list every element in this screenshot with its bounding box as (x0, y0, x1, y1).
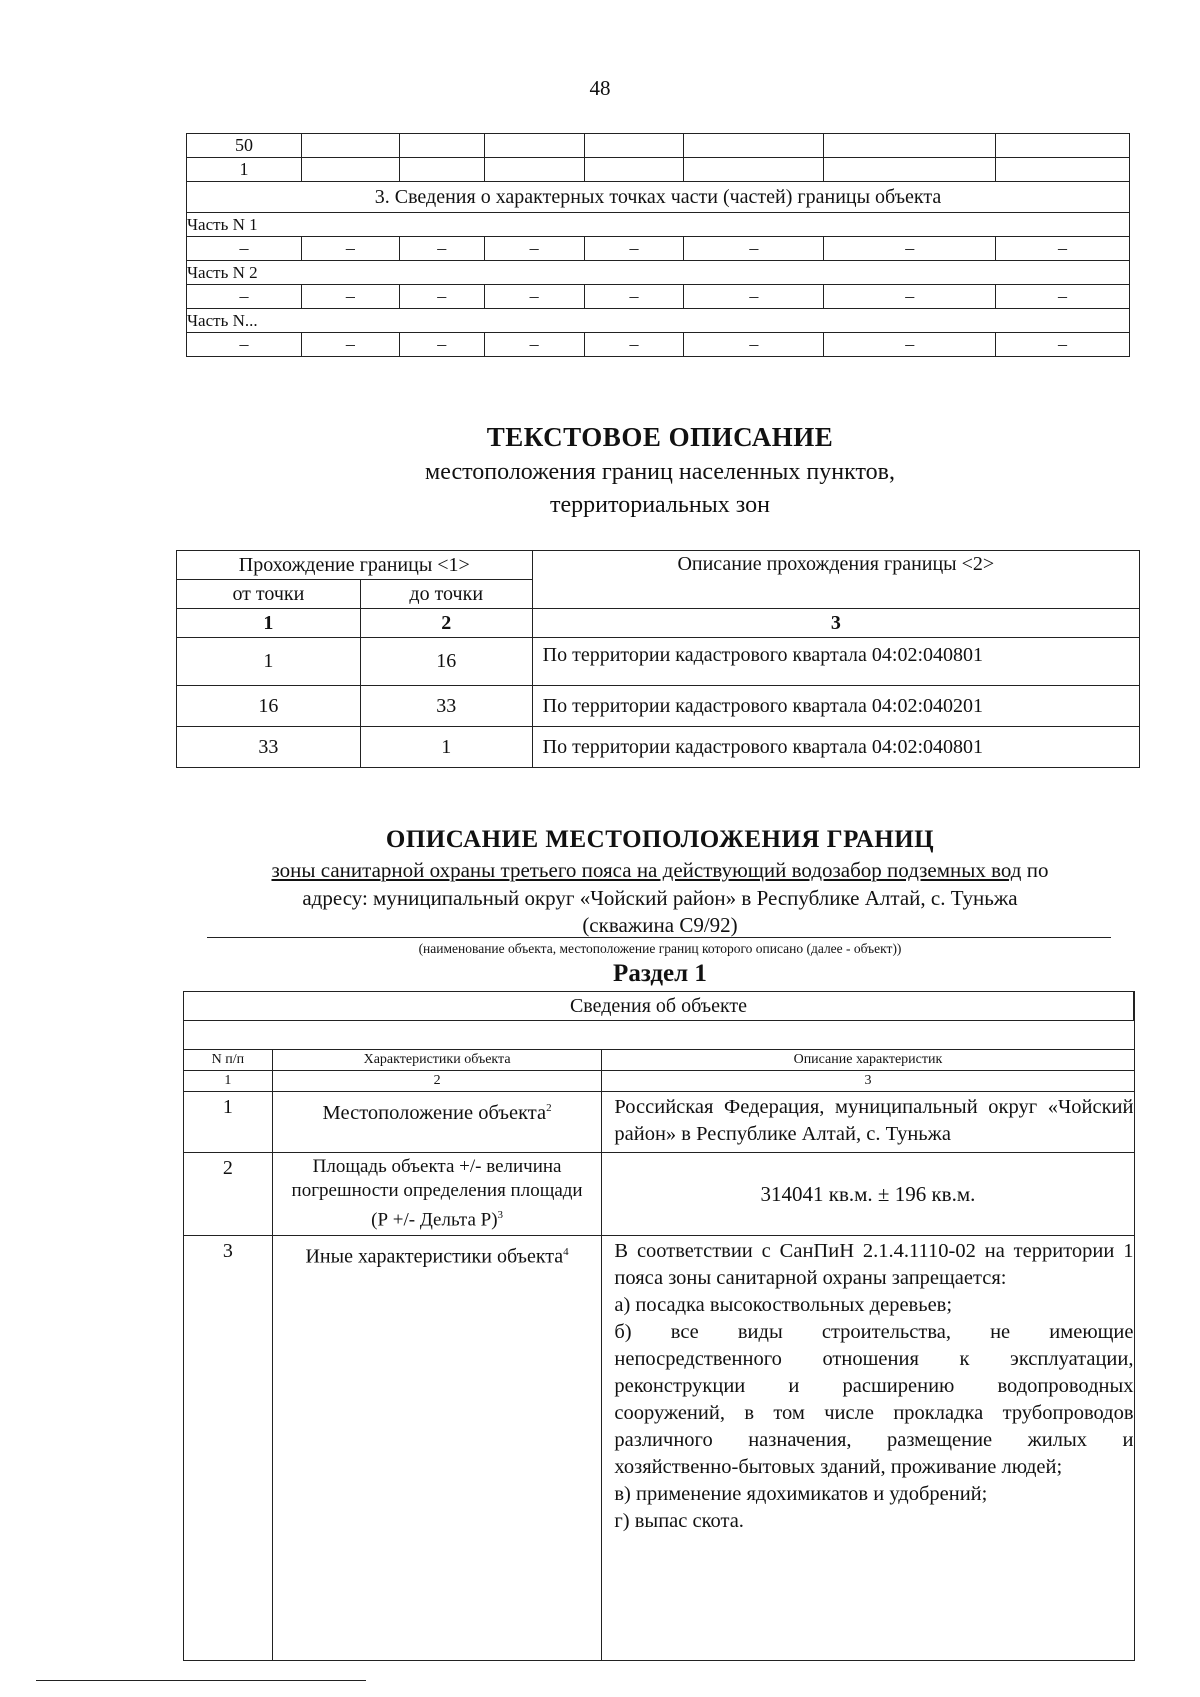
dash-cell: – (684, 333, 824, 357)
dash-cell: – (584, 237, 684, 261)
divider (207, 937, 1111, 938)
characteristic (272, 1092, 602, 1153)
boundary-passage-table (176, 550, 1140, 768)
object-info-table (183, 991, 1135, 1661)
table-row (184, 1153, 1135, 1236)
table-row (177, 686, 1140, 727)
row-number: 3 (184, 1236, 273, 1661)
dash-cell: – (684, 237, 824, 261)
object-caption: (наименование объекта, местоположение границ которого описано (далее - объект)) (418, 941, 902, 956)
dash-cell: – (996, 237, 1130, 261)
passage-description: По территории кадастрового квартала 04:02:040801 (532, 727, 1139, 768)
dash-cell: – (187, 237, 302, 261)
text-description-title: ТЕКСТОВОЕ ОПИСАНИЕ (486, 422, 834, 452)
footnote-mark: 2 (546, 1102, 552, 1114)
dash-cell: – (187, 333, 302, 357)
characteristic (272, 1236, 602, 1661)
zone-name: зоны санитарной охраны третьего пояса на действующий водозабор подземных вод (271, 858, 1022, 882)
object-info-title: Сведения об объекте (184, 992, 1135, 1021)
section3-title: 3. Сведения о характерных точках части (частей) границы объекта (187, 182, 1130, 213)
characteristic-text: Иные характеристики объекта (305, 1245, 564, 1268)
text-description-subtitle-1: местоположения границ населенных пунктов, (425, 459, 895, 485)
restrictions-text (602, 1236, 1134, 1661)
dash-cell: – (996, 285, 1130, 309)
table-row (187, 285, 1130, 309)
dash-cell: – (584, 285, 684, 309)
footnote-mark: 4 (563, 1246, 569, 1258)
dash-cell: – (484, 285, 584, 309)
row-number: 1 (184, 1092, 273, 1153)
col-number: 1 (184, 1071, 273, 1092)
row-number: 2 (184, 1153, 273, 1236)
table-row (184, 1092, 1135, 1153)
table-cell: 50 (187, 134, 302, 158)
to-point: 16 (360, 638, 532, 686)
restriction-item: б) все виды строительства, не имеющие непосредственного отношения к эксплуатации, реконструкции и расширению водопроводных сооружений, в том числе прокладка трубопроводов различного назначения, размещение жилых и хозяйственно-бытовых зданий, проживание людей; (614, 1321, 1134, 1478)
part-label: Часть N 2 (187, 261, 1130, 285)
table-row (184, 1236, 1135, 1661)
page-number: 48 (589, 76, 611, 100)
table-row (184, 1071, 1135, 1092)
table-row (187, 213, 1130, 237)
table-row (187, 237, 1130, 261)
restriction-intro: В соответствии с СанПиН 2.1.4.1110-02 на территории 1 пояса зоны санитарной охраны запрещается: (614, 1240, 1134, 1289)
dash-cell: – (301, 237, 399, 261)
dash-cell: – (584, 333, 684, 357)
to-point: 33 (360, 686, 532, 727)
footnote-mark: 3 (497, 1209, 504, 1221)
zone-line-1-rest: по (1021, 858, 1049, 882)
footnote-divider (36, 1680, 366, 1681)
characteristic-text: Местоположение объекта (322, 1101, 547, 1124)
table-cell: 1 (187, 158, 302, 182)
col-number: 1 (177, 609, 361, 638)
table-row (187, 158, 1130, 182)
head-passage: Прохождение границы <1> (177, 551, 533, 580)
col-number: 3 (602, 1071, 1134, 1092)
dash-cell: – (824, 333, 996, 357)
head-to: до точки (360, 580, 532, 609)
table-row (187, 182, 1130, 213)
boundary-title: ОПИСАНИЕ МЕСТОПОЛОЖЕНИЯ ГРАНИЦ (385, 826, 935, 853)
col-number: 2 (272, 1071, 602, 1092)
passage-description: По территории кадастрового квартала 04:02:040801 (532, 638, 1139, 686)
table-row (187, 261, 1130, 285)
head-num: N п/п (184, 1050, 273, 1071)
to-point: 1 (360, 727, 532, 768)
head-description: Описание прохождения границы <2> (532, 551, 1139, 609)
characteristic-value: Российская Федерация, муниципальный округ «Чойский район» в Республике Алтай, с. Туньжа (602, 1092, 1134, 1153)
section-title: Раздел 1 (613, 960, 707, 987)
dash-cell: – (824, 285, 996, 309)
from-point: 1 (177, 638, 361, 686)
table-row (177, 727, 1140, 768)
from-point: 16 (177, 686, 361, 727)
zone-line-2: адресу: муниципальный округ «Чойский район» в Республике Алтай, с. Туньжа (302, 886, 1018, 910)
dash-cell: – (399, 333, 484, 357)
text-description-subtitle-2: территориальных зон (550, 492, 770, 518)
characteristic-value: 314041 кв.м. ± 196 кв.м. (602, 1153, 1134, 1236)
dash-cell: – (399, 285, 484, 309)
empty-row (184, 1021, 1135, 1050)
restriction-item: а) посадка высокоствольных деревьев; (614, 1294, 953, 1316)
table-row (184, 1021, 1135, 1050)
col-number: 2 (360, 609, 532, 638)
dash-cell: – (484, 333, 584, 357)
dash-cell: – (301, 333, 399, 357)
passage-description: По территории кадастрового квартала 04:02:040201 (532, 686, 1139, 727)
dash-cell: – (187, 285, 302, 309)
table-row (184, 992, 1135, 1021)
points-table (186, 133, 1130, 357)
dash-cell: – (484, 237, 584, 261)
dash-cell: – (301, 285, 399, 309)
characteristic (272, 1153, 602, 1236)
table-row (177, 609, 1140, 638)
restriction-item: в) применение ядохимикатов и удобрений; (614, 1483, 988, 1505)
dash-cell: – (996, 333, 1130, 357)
table-row (177, 551, 1140, 580)
dash-cell: – (824, 237, 996, 261)
head-from: от точки (177, 580, 361, 609)
characteristic-text: Площадь объекта +/- величина погрешности определения площади (Р +/- Дельта Р) (291, 1156, 583, 1231)
zone-line-1 (160, 856, 1160, 884)
table-row (184, 1050, 1135, 1071)
dash-cell: – (684, 285, 824, 309)
col-number: 3 (532, 609, 1139, 638)
zone-line-3: (скважина С9/92) (582, 913, 738, 937)
table-row (187, 309, 1130, 333)
table-row (187, 134, 1130, 158)
restriction-item: г) выпас скота. (614, 1510, 744, 1532)
part-label: Часть N 1 (187, 213, 1130, 237)
dash-cell: – (399, 237, 484, 261)
table-row (177, 638, 1140, 686)
from-point: 33 (177, 727, 361, 768)
head-desc: Описание характеристик (602, 1050, 1134, 1071)
table-row (187, 333, 1130, 357)
head-char: Характеристики объекта (272, 1050, 602, 1071)
part-label: Часть N... (187, 309, 1130, 333)
